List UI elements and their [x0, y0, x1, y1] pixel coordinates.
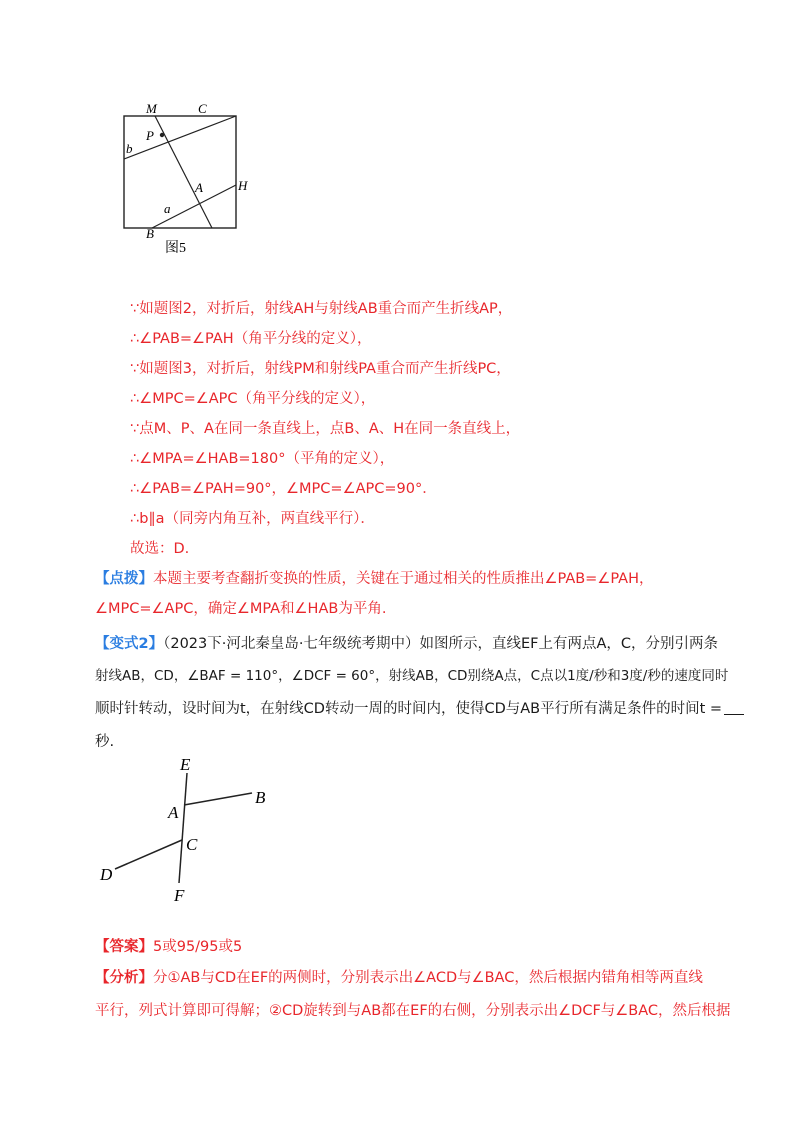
label-m: M	[146, 101, 157, 116]
label-f: F	[174, 886, 185, 905]
figure-ef-lines	[95, 755, 285, 915]
variant-line-3	[95, 699, 744, 719]
label-d: D	[100, 865, 113, 884]
tip-line-2: ∠MPC=∠APC，确定∠MPA和∠HAB为平角.	[95, 601, 387, 617]
label-p: P	[146, 128, 154, 143]
tip-line-1	[95, 569, 653, 589]
label-e: E	[180, 755, 191, 774]
point-p	[160, 133, 164, 137]
answer-line	[95, 937, 242, 957]
tip-label: 【点拨】	[95, 571, 153, 587]
analysis-line-2: 平行，列式计算即可得解；②CD旋转到与AB都在EF的右侧，分别表示出∠DCF与∠BAC，然后根据	[95, 1003, 731, 1019]
solution-line-1: ∵如题图2，对折后，射线AH与射线AB重合而产生折线AP，	[130, 301, 513, 317]
solution-line-5: ∵点M、P、A在同一条直线上，点B、A、H在同一条直线上，	[130, 421, 521, 437]
solution-line-6: ∴∠MPA=∠HAB=180°（平角的定义），	[130, 451, 395, 467]
solution-line-3: ∵如题图3，对折后，射线PM和射线PA重合而产生折线PC，	[130, 361, 511, 377]
solution-line-4: ∴∠MPC=∠APC（角平分线的定义），	[130, 391, 376, 407]
label-a-upper: A	[195, 180, 203, 195]
label-b-upper: B	[146, 226, 154, 241]
label-c: C	[186, 835, 198, 854]
analysis-text-1: 分①AB与CD在EF的两侧时，分别表示出∠ACD与∠BAC，然后根据内错角相等两直线	[153, 970, 703, 986]
variant-text-3: 顺时针转动，设时间为t，在射线CD转动一周的时间内，使得CD与AB平行所有满足条件的时间t =	[95, 701, 723, 717]
solution-line-9: 故选：D.	[130, 541, 190, 557]
variant-line-1	[95, 634, 718, 654]
tip-text-1: 本题主要考查翻折变换的性质，关键在于通过相关的性质推出∠PAB=∠PAH，	[153, 571, 654, 587]
variant-label: 【变式2】	[95, 636, 164, 652]
answer-blank	[724, 700, 744, 715]
answer-label: 【答案】	[95, 939, 153, 955]
label-c: C	[198, 101, 207, 116]
ray-cd	[115, 840, 182, 869]
label-a-lower: a	[164, 201, 171, 216]
label-a: A	[168, 803, 179, 822]
variant-text-1: （2023下·河北秦皇岛·七年级统考期中）如图所示，直线EF上有两点A，C，分别引两条	[163, 636, 719, 652]
ray-ab	[184, 793, 252, 805]
line-ef	[179, 773, 187, 883]
solution-line-7: ∴∠PAB=∠PAH=90°，∠MPC=∠APC=90°．	[130, 481, 437, 497]
solution-line-8: ∴b∥a（同旁内角互补，两直线平行）．	[130, 511, 375, 527]
answer-text: 5或95/95或5	[153, 939, 243, 955]
variant-line-4: 秒.	[95, 734, 115, 750]
solution-line-2: ∴∠PAB=∠PAH（角平分线的定义），	[130, 331, 372, 347]
variant-line-2: 射线AB，CD，∠BAF = 110°，∠DCF = 60°，射线AB，CD别绕A点，C点以1度/秒和3度/秒的速度同时	[95, 668, 729, 684]
label-b-lower: b	[126, 141, 133, 156]
analysis-line-1	[95, 968, 703, 988]
figure-5	[112, 98, 262, 258]
label-b: B	[255, 788, 266, 807]
analysis-label: 【分析】	[95, 970, 153, 986]
line-b	[124, 116, 236, 159]
figure-caption: 图5	[165, 241, 186, 256]
square-outline	[124, 116, 236, 228]
label-h: H	[238, 178, 248, 193]
